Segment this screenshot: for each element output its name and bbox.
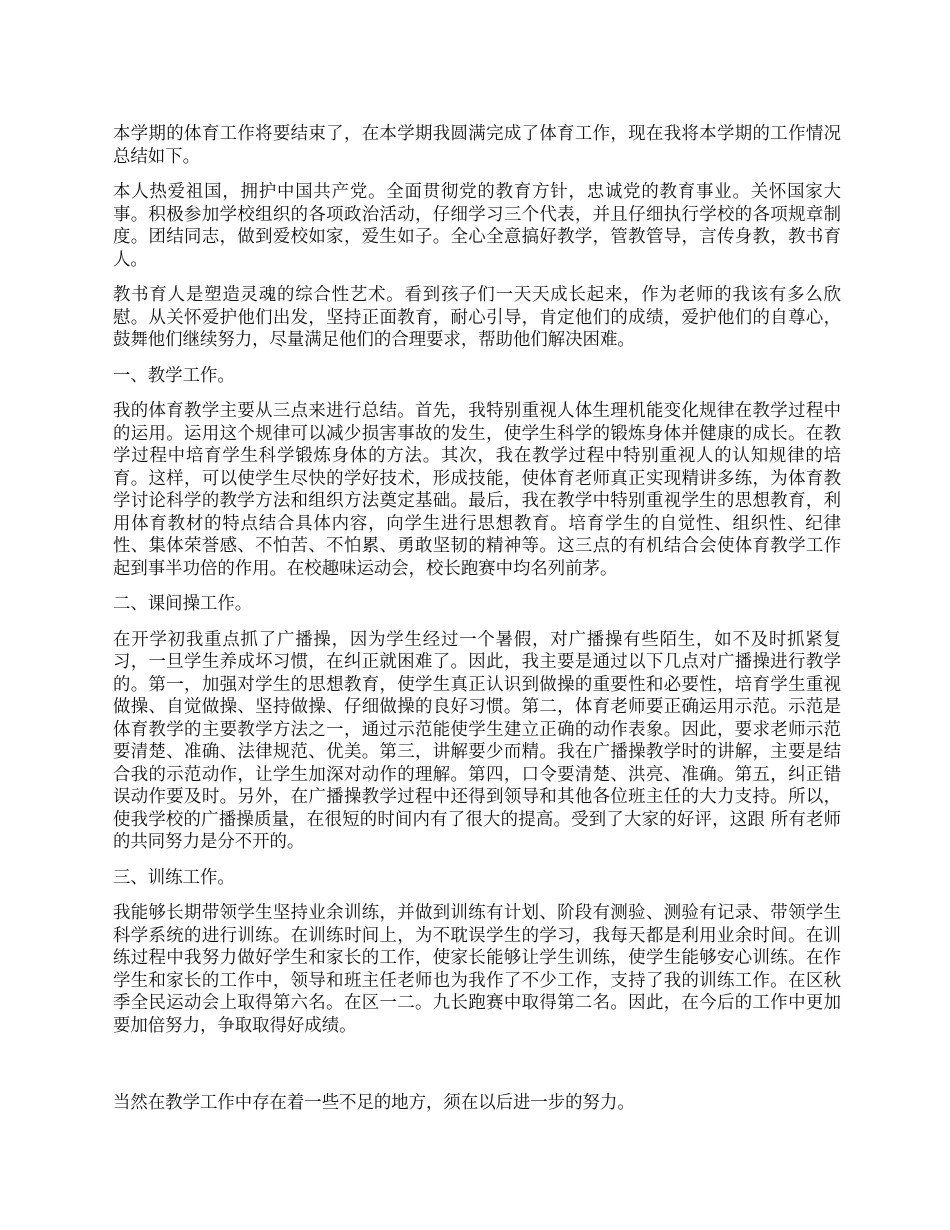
paragraph-3: 我的体育教学主要从三点来进行总结。首先，我特别重视人体生理机能变化规律在教学过程中的运用。运用这个规律可以减少损害事故的发生，使学生科学的锻炼身体并健康的成长。在教学过程中培育学生科学锻炼身体的方法。其次，我在教学过程中特别重视人的认知规律的培育。这样，可以使学生尽快的学好技术，形成技能，使体育老师真正实现精讲多练，为体育教学讨论科学的教学方法和组织方法奠定基础。最后，我在教学中特别重视学生的思想教育，利用体育教材的特点结合具体内容，向学生进行思想教育。培育学生的自觉性、组织性、纪律性、集体荣誉感、不怕苦、不怕累、勇敢坚韧的精神等。这三点的有机结合会使体育教学工作起到事半功倍的作用。在校趣味运动会，校长跑赛中均名列前茅。 (113, 401, 841, 579)
document-body (113, 123, 841, 1128)
section-heading-teaching: 一、教学工作。 (113, 365, 235, 386)
section-heading-training: 三、训练工作。 (113, 867, 235, 888)
blank-space (113, 1050, 841, 1092)
paragraph-2: 教书育人是塑造灵魂的综合性艺术。看到孩子们一天天成长起来，作为老师的我该有多么欣慰。从关怀爱护他们出发，坚持正面教育，耐心引导，肯定他们的成绩，爱护他们的自尊心，鼓舞他们继续努力，尽量满足他们的合理要求，帮助他们解决困难。 (113, 285, 841, 350)
section-heading-exercise: 二、课间操工作。 (113, 594, 253, 614)
paragraph-1: 本人热爱祖国，拥护中国共产党。全面贯彻党的教育方针，忠诚党的教育事业。关怀国家大事。积极参加学校组织的各项政治活动，仔细学习三个代表，并且仔细执行学校的各项规章制度。团结同志，做到爱校如家，爱生如子。全心全意搞好教学，管教管导，言传身教，教书育人。 (113, 182, 841, 270)
paragraph-4: 在开学初我重点抓了广播操，因为学生经过一个暑假，对广播操有些陌生，如不及时抓紧复习，一旦学生养成坏习惯，在纠正就困难了。因此，我主要是通过以下几点对广播操进行教学的。第一，加强对学生的思想教育，使学生真正认识到做操的重要性和必要性，培育学生重视做操、自觉做操、坚持做操、仔细做操的良好习惯。第二，体育老师要正确运用示范。示范是体育教学的主要教学方法之一，通过示范能使学生建立正确的动作表象。因此，要求老师示范要清楚、准确、法律规范、优美。第三，讲解要少而精。我在广播操教学时的讲解，主要是结合我的示范动作，让学生加深对动作的理解。第四，口令要清楚、洪亮、准确。第五，纠正错误动作要及时。另外，在广播操教学过程中还得到领导和其他各位班主任的大力支持。所以，使我学校的广播操质量，在很短的时间内有了很大的提高。受到了大家的好评，这跟 所有老师的共同努力是分不开的。 (113, 629, 841, 852)
intro-paragraph: 本学期的体育工作将要结束了，在本学期我圆满完成了体育工作，现在我将本学期的工作情况总结如下。 (113, 124, 841, 167)
paragraph-5: 我能够长期带领学生坚持业余训练，并做到训练有计划、阶段有测验、测验有记录、带领学生科学系统的进行训练。在训练时间上，为不耽误学生的学习，我每天都是利用业余时间。在训练过程中我努力做好学生和家长的工作，使家长能够让学生训练，使学生能够安心训练。在作学生和家长的工作中，领导和班主任老师也为我作了不少工作，支持了我的训练工作。在区秋季全民运动会上取得第六名。在区一二。九长跑赛中取得第二名。因此，在今后的工作中更加要加倍努力，争取取得好成绩。 (113, 903, 841, 1036)
closing-paragraph: 当然在教学工作中存在着一些不足的地方，须在以后进一步的努力。 (113, 1093, 635, 1113)
